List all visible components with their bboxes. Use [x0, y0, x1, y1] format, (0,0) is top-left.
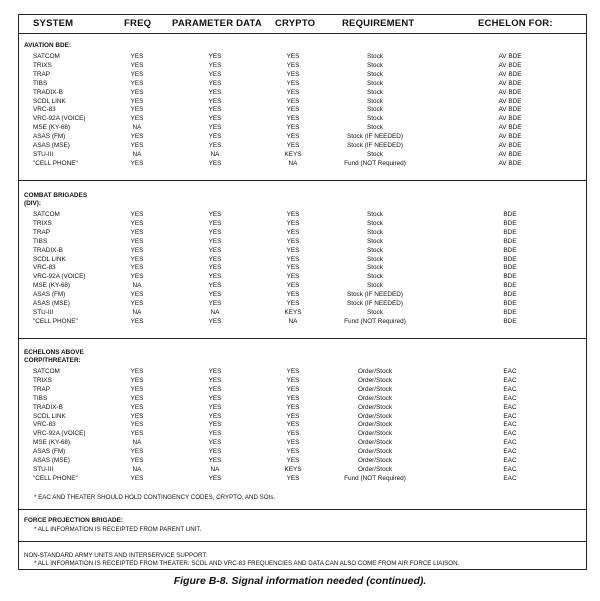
- cell-echelon: BDE: [503, 264, 517, 272]
- cell-parameter-data: YES: [208, 282, 222, 290]
- cell-freq: YES: [130, 79, 144, 87]
- cell-echelon: EAC: [503, 430, 517, 438]
- table-row: [0, 290, 600, 299]
- cell-system: SCDL LINK: [33, 255, 66, 263]
- cell-parameter-data: YES: [208, 115, 222, 123]
- cell-parameter-data: YES: [208, 61, 222, 69]
- cell-crypto: KEYS: [284, 465, 302, 473]
- cell-crypto: YES: [286, 376, 300, 384]
- cell-freq: YES: [130, 159, 144, 167]
- table-row: [0, 376, 600, 385]
- cell-freq: YES: [130, 219, 144, 227]
- cell-crypto: YES: [286, 106, 300, 114]
- cell-freq: YES: [130, 376, 144, 384]
- cell-echelon: AV BDE: [498, 133, 522, 141]
- section-title-aviation: AVIATION BDE:: [24, 42, 71, 49]
- cell-crypto: YES: [286, 53, 300, 60]
- table-row: [0, 159, 600, 168]
- cell-crypto: YES: [286, 421, 300, 429]
- cell-crypto: YES: [286, 457, 300, 464]
- cell-freq: YES: [130, 474, 144, 482]
- table-row: [0, 281, 600, 290]
- cell-requirement: Stock: [367, 150, 383, 158]
- cell-crypto: YES: [286, 228, 300, 236]
- section-title-eac-sub: CORP/THREATER:: [24, 357, 81, 364]
- cell-requirement: Order/Stock: [357, 448, 393, 456]
- cell-freq: YES: [130, 430, 144, 438]
- cell-parameter-data: YES: [208, 368, 222, 375]
- cell-echelon: EAC: [503, 457, 517, 464]
- table-row: [0, 105, 600, 114]
- cell-echelon: BDE: [503, 291, 517, 299]
- cell-system: TIBS: [33, 237, 48, 245]
- cell-freq: NA: [132, 439, 142, 447]
- cell-system: "CELL PHONE": [33, 317, 78, 325]
- cell-crypto: YES: [286, 70, 300, 78]
- table-row: [0, 299, 600, 308]
- cell-requirement: Order/Stock: [357, 457, 393, 464]
- cell-parameter-data: NA: [210, 308, 220, 316]
- cell-parameter-data: YES: [208, 317, 222, 325]
- cell-freq: YES: [130, 211, 144, 218]
- cell-system: ASAS (FM): [33, 133, 66, 141]
- cell-freq: YES: [130, 70, 144, 78]
- cell-echelon: AV BDE: [498, 115, 522, 123]
- cell-requirement: Stock: [367, 219, 383, 227]
- cell-echelon: AV BDE: [498, 159, 522, 167]
- cell-echelon: AV BDE: [498, 106, 522, 114]
- cell-system: TRAP: [33, 228, 51, 236]
- cell-echelon: BDE: [503, 308, 517, 316]
- cell-parameter-data: YES: [208, 106, 222, 114]
- cell-freq: NA: [132, 150, 142, 158]
- cell-system: VRC-92A (VOICE): [33, 273, 86, 281]
- header-crypto: CRYPTO: [275, 18, 316, 29]
- cell-requirement: Stock (IF NEEDED): [346, 300, 404, 307]
- cell-parameter-data: YES: [208, 448, 222, 456]
- table-row: [0, 88, 600, 97]
- cell-requirement: Order/Stock: [357, 376, 393, 384]
- cell-freq: YES: [130, 133, 144, 141]
- table-row: [0, 317, 600, 326]
- cell-requirement: Order/Stock: [357, 403, 393, 411]
- cell-parameter-data: NA: [210, 465, 220, 473]
- section-title-combat: COMBAT BRIGADES: [24, 192, 88, 199]
- cell-crypto: YES: [286, 61, 300, 69]
- cell-freq: NA: [132, 308, 142, 316]
- cell-system: "CELL PHONE": [33, 159, 78, 167]
- cell-freq: YES: [130, 403, 144, 411]
- cell-system: STU-III: [33, 465, 54, 473]
- cell-parameter-data: YES: [208, 159, 222, 167]
- cell-system: TRADIX-B: [33, 403, 63, 411]
- table-row: [0, 210, 600, 219]
- cell-system: TRIXS: [33, 61, 52, 69]
- cell-freq: NA: [132, 465, 142, 473]
- table-row: [0, 228, 600, 237]
- cell-crypto: NA: [288, 317, 298, 325]
- table-row: [0, 79, 600, 88]
- cell-crypto: KEYS: [284, 150, 302, 158]
- cell-system: STU-III: [33, 150, 54, 158]
- cell-requirement: Stock: [367, 246, 383, 254]
- cell-crypto: YES: [286, 246, 300, 254]
- cell-crypto: YES: [286, 300, 300, 307]
- cell-requirement: Stock: [367, 70, 383, 78]
- cell-crypto: YES: [286, 211, 300, 218]
- cell-requirement: Order/Stock: [357, 385, 393, 393]
- divider: [18, 541, 587, 542]
- cell-system: MSE (KY-68): [33, 124, 71, 132]
- table-row: [0, 429, 600, 438]
- cell-parameter-data: YES: [208, 142, 222, 149]
- cell-freq: YES: [130, 368, 144, 375]
- header-parameter-data: PARAMETER DATA: [172, 18, 262, 29]
- cell-requirement: Stock: [367, 282, 383, 290]
- cell-crypto: YES: [286, 394, 300, 402]
- cell-system: STU-III: [33, 308, 54, 316]
- cell-parameter-data: YES: [208, 376, 222, 384]
- cell-echelon: AV BDE: [498, 70, 522, 78]
- cell-crypto: YES: [286, 97, 300, 105]
- cell-crypto: YES: [286, 448, 300, 456]
- header-requirement: REQUIREMENT: [342, 18, 415, 29]
- cell-requirement: Stock (IF NEEDED): [346, 142, 404, 149]
- eac-note: * EAC AND THEATER SHOULD HOLD CONTINGENCY CODES, CRYPTO, AND SOIs.: [34, 494, 276, 501]
- cell-freq: YES: [130, 53, 144, 60]
- non-standard-title: NON-STANDARD ARMY UNITS AND INTERSERVICE SUPPORT:: [24, 552, 208, 559]
- table-row: [0, 52, 600, 61]
- cell-system: TRIXS: [33, 376, 52, 384]
- cell-system: TIBS: [33, 394, 48, 402]
- cell-parameter-data: YES: [208, 457, 222, 464]
- cell-freq: YES: [130, 291, 144, 299]
- cell-system: "CELL PHONE": [33, 474, 78, 482]
- cell-requirement: Stock: [367, 61, 383, 69]
- cell-requirement: Order/Stock: [357, 465, 393, 473]
- force-projection-note: * ALL INFORMATION IS RECEIPTED FROM PARENT UNIT.: [34, 526, 202, 533]
- cell-requirement: Stock (IF NEEDED): [346, 133, 404, 141]
- table-row: [0, 255, 600, 264]
- cell-system: SATCOM: [33, 368, 60, 375]
- cell-freq: YES: [130, 237, 144, 245]
- cell-freq: YES: [130, 448, 144, 456]
- cell-freq: YES: [130, 115, 144, 123]
- cell-requirement: Order/Stock: [357, 430, 393, 438]
- cell-echelon: BDE: [503, 317, 517, 325]
- cell-freq: YES: [130, 457, 144, 464]
- cell-parameter-data: YES: [208, 79, 222, 87]
- header-echelon: ECHELON FOR:: [478, 18, 553, 29]
- cell-crypto: YES: [286, 264, 300, 272]
- cell-system: TRADIX-B: [33, 246, 63, 254]
- cell-system: MSE (KY-68): [33, 439, 71, 447]
- cell-echelon: BDE: [503, 300, 517, 307]
- cell-echelon: EAC: [503, 448, 517, 456]
- cell-system: VRC-92A (VOICE): [33, 115, 86, 123]
- table-row: [0, 150, 600, 159]
- cell-crypto: YES: [286, 124, 300, 132]
- table-row: [0, 456, 600, 465]
- cell-echelon: BDE: [503, 273, 517, 281]
- cell-system: ASAS (MSE): [33, 457, 70, 464]
- cell-echelon: BDE: [503, 237, 517, 245]
- cell-requirement: Stock: [367, 53, 383, 60]
- cell-crypto: YES: [286, 219, 300, 227]
- cell-echelon: EAC: [503, 465, 517, 473]
- cell-crypto: YES: [286, 385, 300, 393]
- cell-system: ASAS (FM): [33, 291, 66, 299]
- cell-parameter-data: YES: [208, 97, 222, 105]
- cell-parameter-data: YES: [208, 264, 222, 272]
- table-row: [0, 141, 600, 150]
- cell-crypto: YES: [286, 474, 300, 482]
- section-title-eac: ECHELONS ABOVE: [24, 349, 84, 356]
- cell-parameter-data: YES: [208, 88, 222, 96]
- table-row: [0, 97, 600, 106]
- cell-system: VRC-83: [33, 106, 56, 114]
- table-row: [0, 367, 600, 376]
- figure-caption: Figure B-8. Signal information needed (continued).: [173, 575, 427, 587]
- cell-echelon: AV BDE: [498, 61, 522, 69]
- cell-freq: YES: [130, 317, 144, 325]
- cell-crypto: YES: [286, 439, 300, 447]
- table-row: [0, 132, 600, 141]
- cell-requirement: Stock: [367, 264, 383, 272]
- cell-crypto: YES: [286, 412, 300, 420]
- cell-parameter-data: YES: [208, 53, 222, 60]
- table-row: [0, 123, 600, 132]
- cell-parameter-data: YES: [208, 439, 222, 447]
- cell-requirement: Order/Stock: [357, 439, 393, 447]
- force-projection-title: FORCE PROJECTION BRIGADE:: [24, 517, 124, 524]
- cell-parameter-data: YES: [208, 474, 222, 482]
- cell-parameter-data: YES: [208, 403, 222, 411]
- cell-freq: YES: [130, 273, 144, 281]
- table-row: [0, 70, 600, 79]
- divider: [18, 33, 587, 34]
- cell-requirement: Stock: [367, 115, 383, 123]
- cell-echelon: EAC: [503, 368, 517, 375]
- table-row: [0, 465, 600, 474]
- cell-parameter-data: YES: [208, 385, 222, 393]
- cell-parameter-data: YES: [208, 291, 222, 299]
- cell-crypto: YES: [286, 282, 300, 290]
- cell-requirement: Stock: [367, 255, 383, 263]
- cell-echelon: BDE: [503, 211, 517, 218]
- cell-system: SCDL LINK: [33, 97, 66, 105]
- table-row: [0, 394, 600, 403]
- cell-requirement: Stock: [367, 79, 383, 87]
- table-row: [0, 219, 600, 228]
- table-row: [0, 474, 600, 483]
- cell-system: VRC-83: [33, 264, 56, 272]
- table-row: [0, 61, 600, 70]
- cell-echelon: AV BDE: [498, 124, 522, 132]
- cell-parameter-data: NA: [210, 150, 220, 158]
- cell-echelon: EAC: [503, 421, 517, 429]
- cell-echelon: AV BDE: [498, 150, 522, 158]
- cell-crypto: YES: [286, 115, 300, 123]
- cell-system: ASAS (FM): [33, 448, 66, 456]
- cell-freq: YES: [130, 61, 144, 69]
- cell-requirement: Stock: [367, 211, 383, 218]
- cell-freq: YES: [130, 97, 144, 105]
- cell-echelon: BDE: [503, 282, 517, 290]
- cell-echelon: EAC: [503, 385, 517, 393]
- cell-freq: NA: [132, 282, 142, 290]
- cell-system: SCDL LINK: [33, 412, 66, 420]
- cell-crypto: NA: [288, 159, 298, 167]
- cell-echelon: AV BDE: [498, 97, 522, 105]
- cell-system: VRC-83: [33, 421, 56, 429]
- cell-requirement: Stock: [367, 308, 383, 316]
- cell-freq: YES: [130, 246, 144, 254]
- cell-requirement: Fund (NOT Required): [344, 474, 406, 482]
- table-row: [0, 246, 600, 255]
- cell-freq: YES: [130, 264, 144, 272]
- section-title-combat-sub: (DIV):: [24, 200, 42, 207]
- table-row: [0, 237, 600, 246]
- cell-system: ASAS (MSE): [33, 300, 70, 307]
- cell-requirement: Order/Stock: [357, 412, 393, 420]
- cell-echelon: AV BDE: [498, 53, 522, 60]
- cell-system: ASAS (MSE): [33, 142, 70, 149]
- table-row: [0, 420, 600, 429]
- cell-echelon: EAC: [503, 394, 517, 402]
- cell-echelon: BDE: [503, 219, 517, 227]
- cell-crypto: YES: [286, 255, 300, 263]
- cell-crypto: YES: [286, 142, 300, 149]
- divider: [18, 509, 587, 510]
- cell-crypto: YES: [286, 291, 300, 299]
- cell-parameter-data: YES: [208, 430, 222, 438]
- cell-requirement: Fund (NOT Required): [344, 317, 406, 325]
- cell-freq: YES: [130, 142, 144, 149]
- cell-echelon: BDE: [503, 246, 517, 254]
- table-row: [0, 385, 600, 394]
- cell-parameter-data: YES: [208, 246, 222, 254]
- cell-system: TIBS: [33, 79, 48, 87]
- table-row: [0, 308, 600, 317]
- cell-freq: YES: [130, 228, 144, 236]
- cell-crypto: YES: [286, 237, 300, 245]
- cell-crypto: YES: [286, 88, 300, 96]
- cell-requirement: Order/Stock: [357, 421, 393, 429]
- cell-crypto: YES: [286, 368, 300, 375]
- cell-freq: YES: [130, 106, 144, 114]
- cell-freq: NA: [132, 124, 142, 132]
- non-standard-note: * ALL INFORMATION IS RECEIPTED FROM THEATER. SCDL AND VRC-83 FREQUENCIES AND DATA CAN ALSO COME FROM AIR FORCE LIAISON.: [34, 560, 460, 567]
- divider: [18, 180, 587, 181]
- table-row: [0, 447, 600, 456]
- cell-crypto: YES: [286, 430, 300, 438]
- header-freq: FREQ: [124, 18, 152, 29]
- cell-parameter-data: YES: [208, 237, 222, 245]
- divider: [18, 338, 587, 339]
- cell-freq: YES: [130, 421, 144, 429]
- cell-crypto: YES: [286, 403, 300, 411]
- cell-requirement: Stock: [367, 88, 383, 96]
- cell-parameter-data: YES: [208, 124, 222, 132]
- table-row: [0, 403, 600, 412]
- cell-parameter-data: YES: [208, 211, 222, 218]
- cell-requirement: Stock: [367, 124, 383, 132]
- cell-freq: YES: [130, 394, 144, 402]
- cell-parameter-data: YES: [208, 219, 222, 227]
- cell-echelon: AV BDE: [498, 88, 522, 96]
- cell-system: MSE (KY-68): [33, 282, 71, 290]
- cell-parameter-data: YES: [208, 70, 222, 78]
- cell-parameter-data: YES: [208, 412, 222, 420]
- cell-parameter-data: YES: [208, 228, 222, 236]
- cell-system: VRC-92A (VOICE): [33, 430, 86, 438]
- cell-echelon: EAC: [503, 403, 517, 411]
- cell-requirement: Stock: [367, 228, 383, 236]
- cell-echelon: BDE: [503, 228, 517, 236]
- cell-echelon: BDE: [503, 255, 517, 263]
- cell-requirement: Stock (IF NEEDED): [346, 291, 404, 299]
- cell-echelon: EAC: [503, 412, 517, 420]
- cell-parameter-data: YES: [208, 300, 222, 307]
- cell-crypto: KEYS: [284, 308, 302, 316]
- cell-freq: YES: [130, 385, 144, 393]
- cell-system: TRIXS: [33, 219, 52, 227]
- cell-system: SATCOM: [33, 211, 60, 218]
- cell-crypto: YES: [286, 133, 300, 141]
- cell-freq: YES: [130, 300, 144, 307]
- table-row: [0, 263, 600, 272]
- cell-requirement: Stock: [367, 97, 383, 105]
- cell-freq: YES: [130, 255, 144, 263]
- cell-parameter-data: YES: [208, 394, 222, 402]
- cell-parameter-data: YES: [208, 255, 222, 263]
- cell-requirement: Order/Stock: [357, 368, 393, 375]
- cell-parameter-data: YES: [208, 133, 222, 141]
- cell-crypto: YES: [286, 79, 300, 87]
- cell-system: SATCOM: [33, 53, 60, 60]
- cell-system: TRADIX-B: [33, 88, 63, 96]
- cell-system: TRAP: [33, 385, 51, 393]
- cell-parameter-data: YES: [208, 421, 222, 429]
- cell-requirement: Fund (NOT Required): [344, 159, 406, 167]
- cell-requirement: Stock: [367, 237, 383, 245]
- cell-echelon: AV BDE: [498, 142, 522, 149]
- header-system: SYSTEM: [33, 18, 74, 29]
- cell-freq: YES: [130, 412, 144, 420]
- cell-echelon: AV BDE: [498, 79, 522, 87]
- cell-requirement: Order/Stock: [357, 394, 393, 402]
- table-row: [0, 272, 600, 281]
- cell-system: TRAP: [33, 70, 51, 78]
- table-row: [0, 438, 600, 447]
- cell-echelon: EAC: [503, 376, 517, 384]
- cell-freq: YES: [130, 88, 144, 96]
- cell-crypto: YES: [286, 273, 300, 281]
- table-row: [0, 114, 600, 123]
- cell-parameter-data: YES: [208, 273, 222, 281]
- cell-echelon: EAC: [503, 439, 517, 447]
- table-row: [0, 412, 600, 421]
- cell-requirement: Stock: [367, 273, 383, 281]
- cell-echelon: EAC: [503, 474, 517, 482]
- cell-requirement: Stock: [367, 106, 383, 114]
